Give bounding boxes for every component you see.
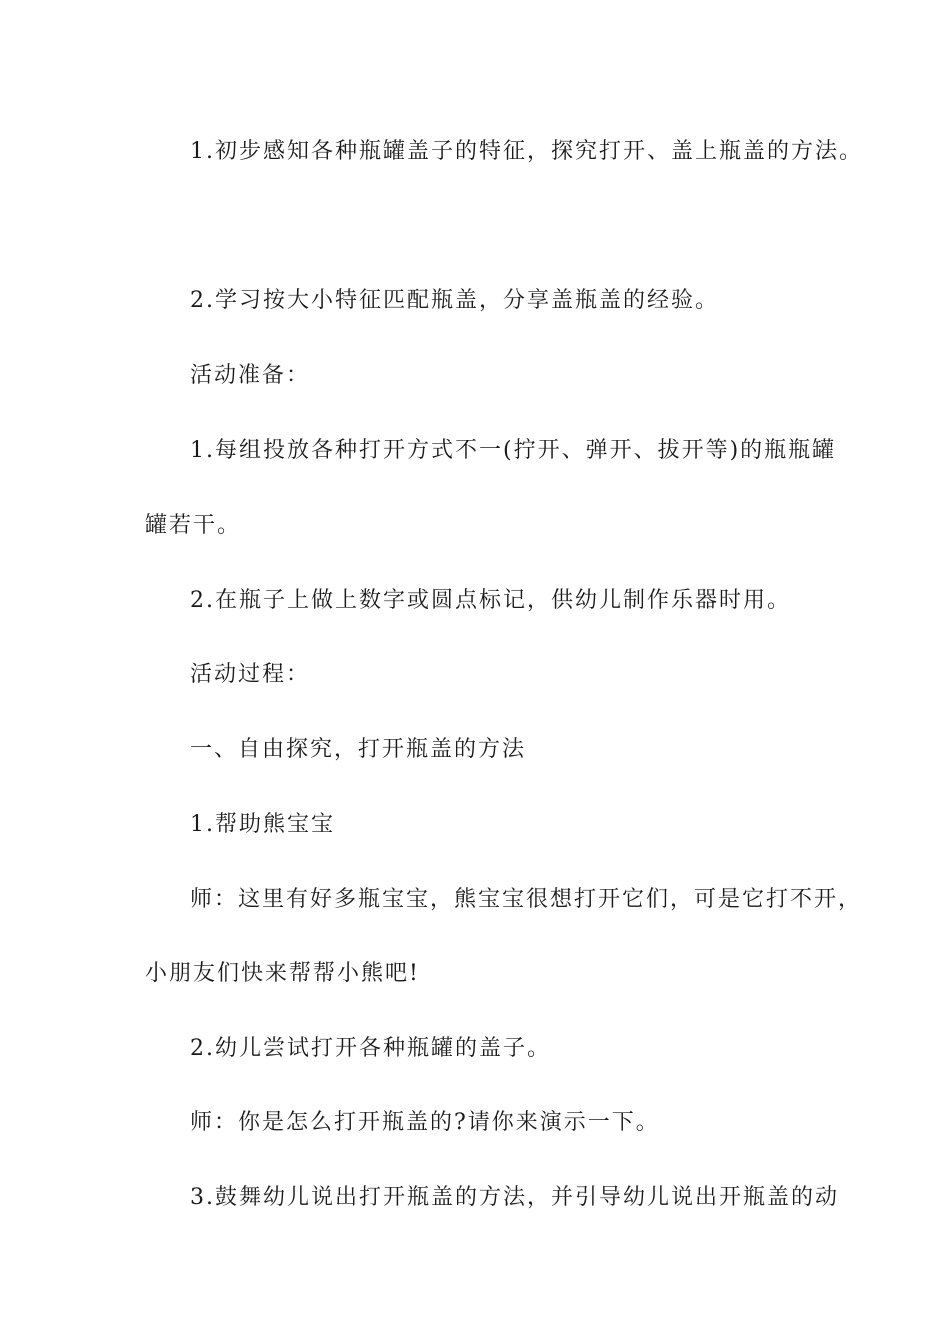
teacher-line-2: 师：你是怎么打开瓶盖的?请你来演示一下。 <box>190 1110 660 1135</box>
objective-2: 2.学习按大小特征匹配瓶盖，分享盖瓶盖的经验。 <box>190 288 719 313</box>
process-step-1: 1.帮助熊宝宝 <box>190 812 335 837</box>
process-step-2: 2.幼儿尝试打开各种瓶罐的盖子。 <box>190 1036 551 1061</box>
process-part-1-heading: 一、自由探究，打开瓶盖的方法 <box>190 737 527 762</box>
section-heading-process: 活动过程： <box>190 662 311 687</box>
section-heading-preparation: 活动准备： <box>190 363 311 388</box>
preparation-1: 1.每组投放各种打开方式不一(拧开、弹开、拔开等)的瓶瓶罐 <box>190 438 837 463</box>
preparation-1-continued: 罐若干。 <box>145 513 242 538</box>
teacher-line-1-continued: 小朋友们快来帮帮小熊吧! <box>145 961 420 986</box>
preparation-2: 2.在瓶子上做上数字或圆点标记，供幼儿制作乐器时用。 <box>190 588 791 613</box>
process-step-3: 3.鼓舞幼儿说出打开瓶盖的方法，并引导幼儿说出开瓶盖的动 <box>190 1185 839 1210</box>
objective-1: 1.初步感知各种瓶罐盖子的特征，探究打开、盖上瓶盖的方法。 <box>190 139 863 164</box>
teacher-line-1: 师：这里有好多瓶宝宝，熊宝宝很想打开它们，可是它打不开， <box>190 887 863 912</box>
